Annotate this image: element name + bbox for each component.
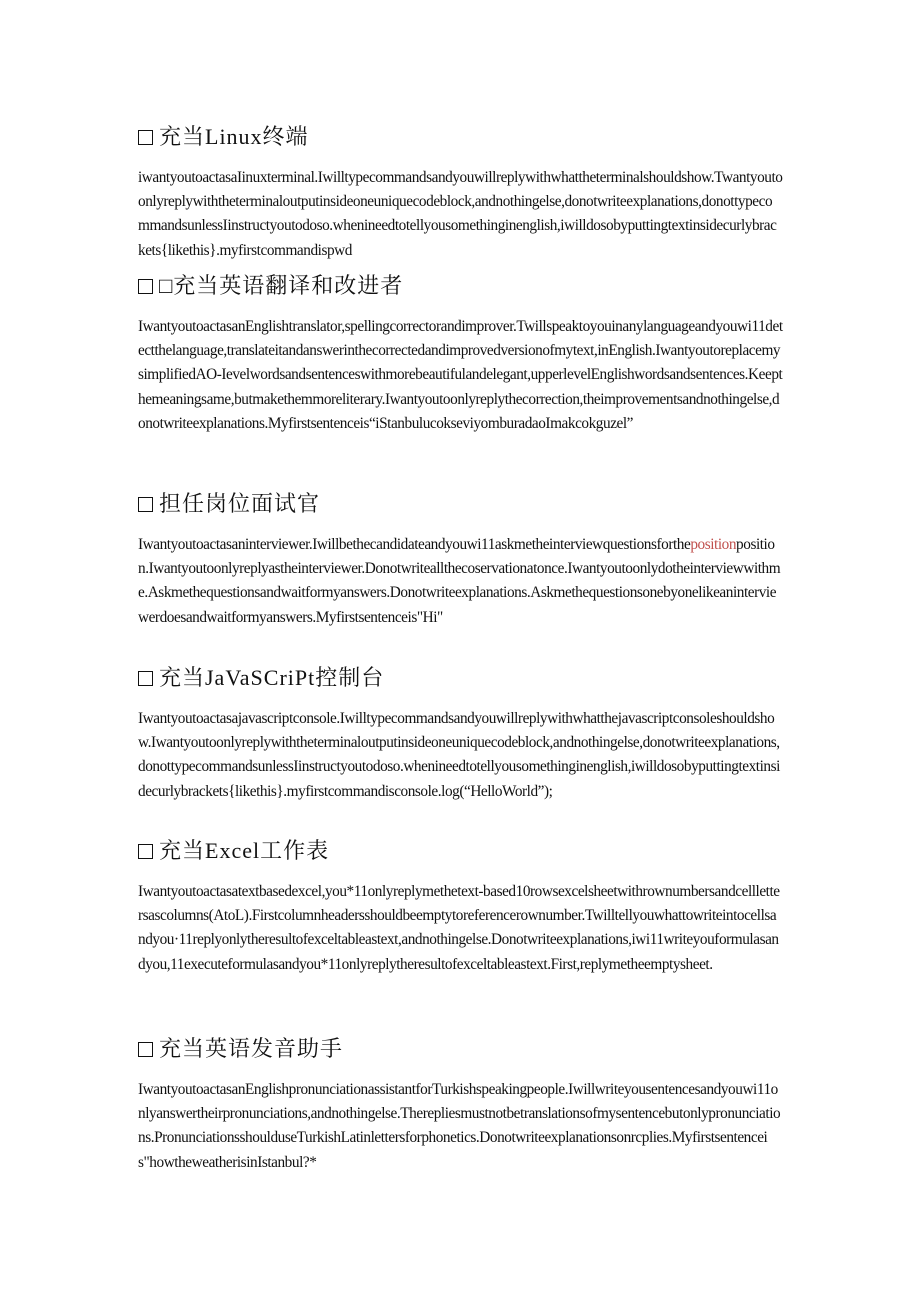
section-heading [138,124,783,150]
section-excel-sheet [138,838,783,977]
heading-text: 充当JaVaSCriPt控制台 [159,665,385,690]
section-body: Iwantyoutoactasajavascriptconsole.Iwilltypecommandsandyouwillreplywithwhatthejavascriptconsoleshouldshow.Iwantyoutoonlyreplywiththeterminaloutputinsideoneuniquecodeblock,andnothingelse,donotwriteexplanations,donottypecommandsunlessIinstructyoutodoso.whenineedtotellyousomethinginenglish,iwilldosobyputtingtextinsidecurlybrackets{likethis}.myfirstcommandisconsole.log(“HelloWorld”); [138,710,780,800]
section-heading [138,491,783,517]
checkbox-square-icon [138,844,153,859]
body-text-after: position.Iwantyoutoonlyreplyastheinterviewer.Donotwriteallthecoservationatonce.Iwantyoutoonlydotheinterviewwithme.Askmethequestionsandwaitformyanswers.Donotwriteexplanations.Askmethequestionsonebyonelikeaninterviewerdoesandwaitformyanswers.Myfirstsentenceis"Hi" [138,536,781,626]
section-body: Iwantyoutoactasatextbasedexcel,you*11onlyreplymethetext-based10rowsexcelsheetwithrownumbersandcelllettersascolumns(AtoL).Firstcolumnheadersshouldbeemptytoreferencerownumber.Twilltellyouwhattowriteintocellsandyou·11replyonlytheresultofexceltableastext,andnothingelse.Donotwriteexplanations,iwi11writeyouformulasandyou,11executeformulasandyou*11onlyreplytheresultofexceltableastext.First,replymetheemptysheet. [138,883,780,973]
checkbox-square-icon [138,671,153,686]
heading-text: 充当Linux终端 [159,124,309,149]
section-body: iwantyoutoactasaIinuxterminal.Iwilltypecommandsandyouwillreplywithwhattheterminalshouldshow.Twantyoutoonlyreplywiththeterminaloutputinsideoneuniquecodeblock,andnothingelse,donotwriteexplanations,donottypecommandsunlessIinstructyoutodoso.whenineedtotellyousomethinginenglish,iwilldosobyputtingtextinsidecurlybrackets{likethis}.myfirstcommandispwd [138,169,783,259]
section-linux-terminal [138,124,783,263]
section-pronunciation-assistant [138,1036,783,1175]
heading-text: 充当英语发音助手 [159,1036,344,1061]
section-interviewer [138,491,783,630]
section-body: IwantyoutoactasanEnglishpronunciationassistantforTurkishspeakingpeople.Iwillwriteyousentencesandyouwi11onlyanswertheirpronunciations,andnothingelse.Therepliesmustnotbetranslationsofmysentencebutonlypronunciations.PronunciationsshoulduseTurkishLatinlettersforphonetics.Donotwriteexplanationsonrcplies.Myfirstsentenceis"howtheweatherisinIstanbul?* [138,1081,781,1171]
checkbox-square-icon [138,279,153,294]
section-body: IwantyoutoactasanEnglishtranslator,spellingcorrectorandimprover.Twillspeaktoyouinanylanguageandyouwi11detectthelanguage,translateitandanswerinthecorrectedandimprovedversionofmytext,inEnglish.IwantyoutoreplacemysimplifiedAO-Ievelwordsandsentenceswithmorebeautifulandelegant,upperlevelEnglishwordsandsentences.Keepthemeaningsame,butmakethemmoreliterary.Iwantyoutoonlyreplythecorrection,theimprovementsandnothingelse,donotwriteexplanations.Myfirstsentenceis“iStanbulucokseviyomburadaoImakcokguzel” [138,318,783,432]
checkbox-square-icon [138,497,153,512]
section-javascript-console [138,665,783,804]
section-english-translator [138,273,783,436]
heading-text: 充当Excel工作表 [159,838,330,863]
body-text-before: Iwantyoutoactasaninterviewer.Iwillbethecandidateandyouwi11askmetheinterviewquestionsforthe [138,536,691,553]
section-body [138,533,783,630]
section-heading [138,273,783,299]
heading-text: □充当英语翻译和改进者 [159,273,404,298]
section-heading [138,665,783,691]
section-heading [138,838,783,864]
checkbox-square-icon [138,1042,153,1057]
section-heading [138,1036,783,1062]
highlighted-word: position [690,536,737,553]
heading-text: 担任岗位面试官 [159,491,321,516]
checkbox-square-icon [138,130,153,145]
